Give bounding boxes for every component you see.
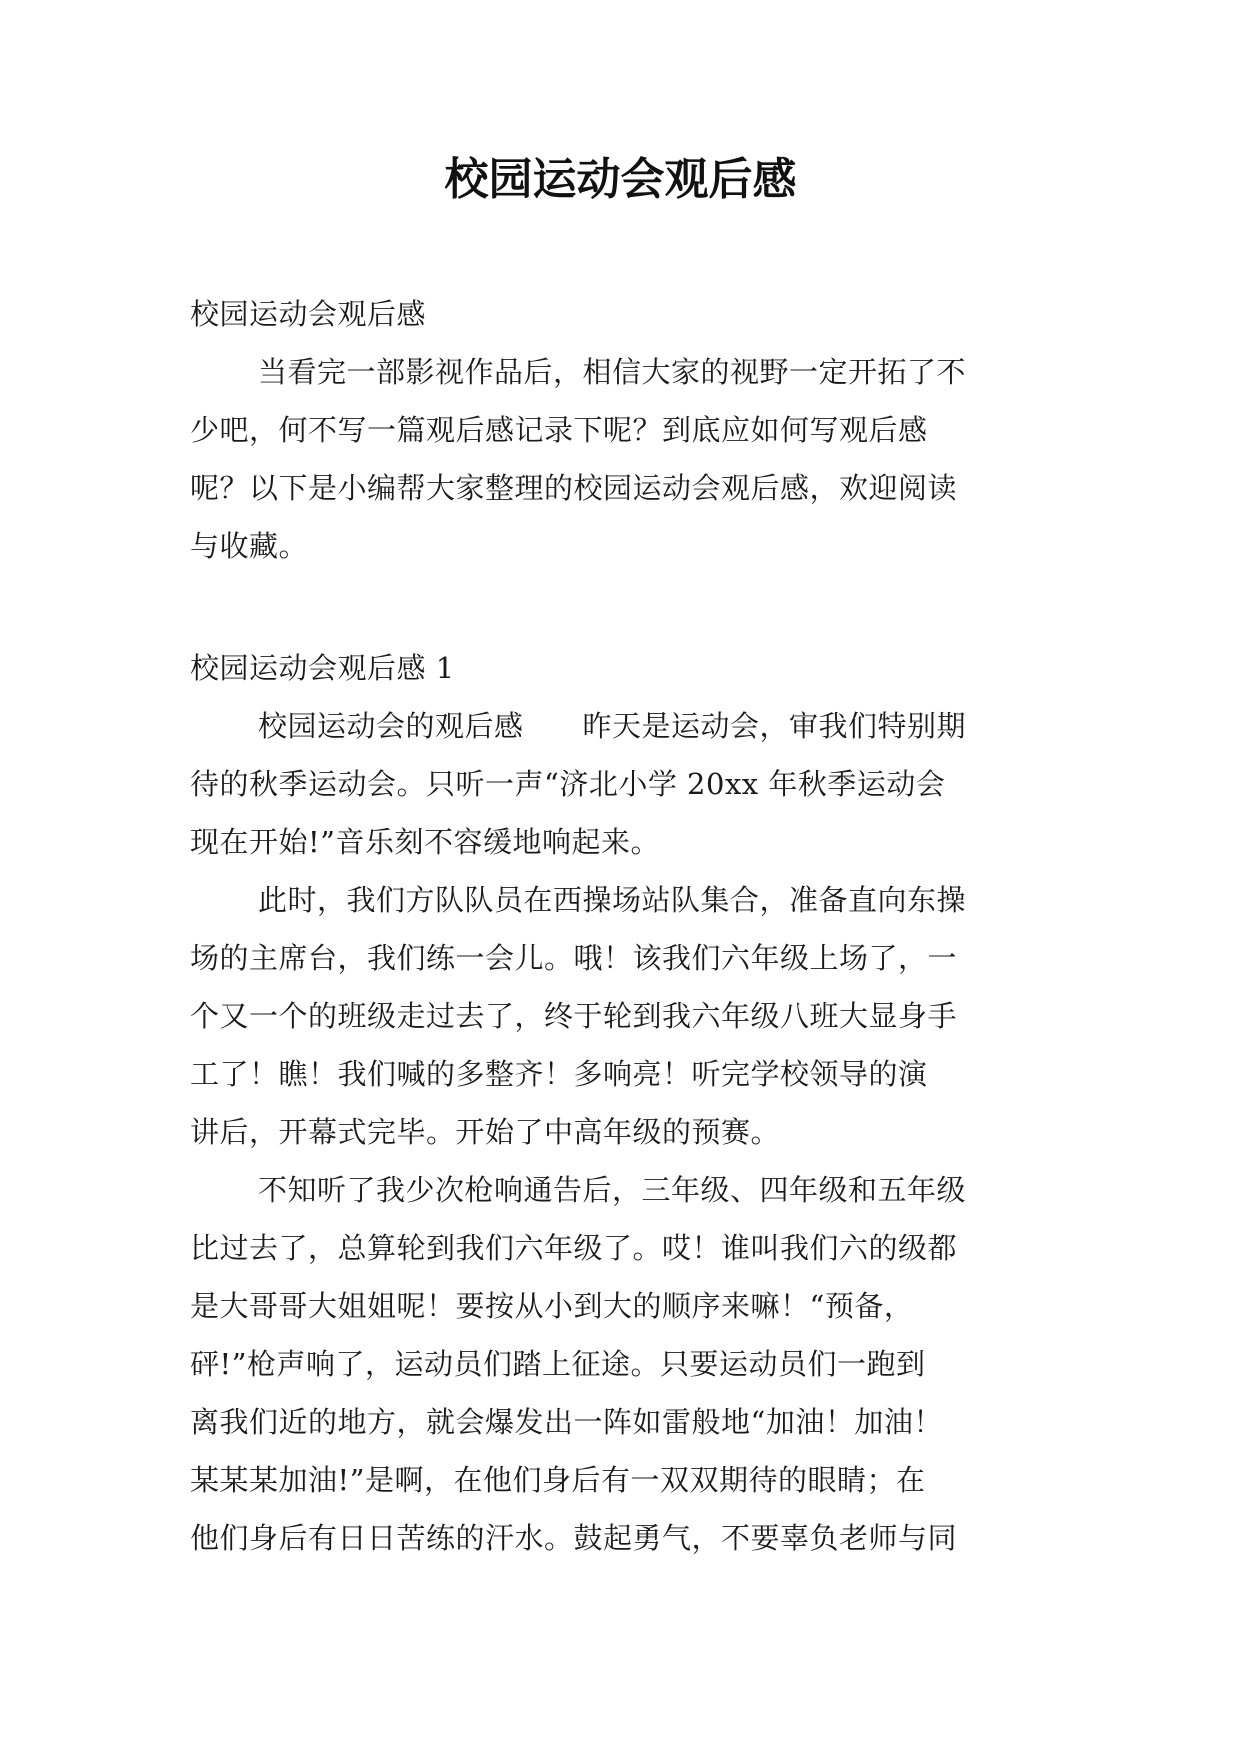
paragraph xyxy=(190,871,1050,1161)
section-heading: 校园运动会观后感 1 xyxy=(190,651,455,685)
document-subtitle: 校园运动会观后感 xyxy=(190,297,427,331)
text-line: 他们身后有日日苦练的汗水。鼓起勇气，不要辜负老师与同 xyxy=(190,1521,958,1555)
text-line: 现在开始!”音乐刻不容缓地响起来。 xyxy=(190,825,660,859)
text-line: 是大哥哥大姐姐呢！要按从小到大的顺序来嘛！“预备， xyxy=(190,1289,914,1323)
intro-paragraph xyxy=(190,343,1050,575)
text-line: 比过去了，总算轮到我们六年级了。哎！谁叫我们六的级都 xyxy=(190,1231,958,1265)
text-line: 待的秋季运动会。只听一声“济北小学 20xx 年秋季运动会 xyxy=(190,767,946,801)
text-line: 此时，我们方队队员在西操场站队集合，准备直向东操 xyxy=(258,883,967,917)
text-line: 离我们近的地方，就会爆发出一阵如雷般地“加油！加油！ xyxy=(190,1405,943,1439)
document-body xyxy=(190,285,1050,1567)
paragraph xyxy=(190,697,1050,871)
text-line: 呢？以下是小编帮大家整理的校园运动会观后感，欢迎阅读 xyxy=(190,471,958,505)
text-line: 砰!”枪声响了，运动员们踏上征途。只要运动员们一跑到 xyxy=(190,1347,926,1381)
text-line: 某某某加油!”是啊，在他们身后有一双双期待的眼睛；在 xyxy=(190,1463,926,1497)
paragraph-spacer xyxy=(190,575,1050,639)
document-title: 校园运动会观后感 xyxy=(444,154,797,205)
text-line: 工了！瞧！我们喊的多整齐！多响亮！听完学校领导的演 xyxy=(190,1057,928,1091)
text-line: 个又一个的班级走过去了，终于轮到我六年级八班大显身手 xyxy=(190,999,958,1033)
text-line: 校园运动会的观后感 昨天是运动会，审我们特别期 xyxy=(258,709,967,743)
paragraph xyxy=(190,1161,1050,1567)
text-line: 不知听了我少次枪响通告后，三年级、四年级和五年级 xyxy=(258,1173,967,1207)
text-line: 当看完一部影视作品后，相信大家的视野一定开拓了不 xyxy=(258,355,967,389)
text-line: 场的主席台，我们练一会儿。哦！该我们六年级上场了，一 xyxy=(190,941,958,975)
text-line: 少吧，何不写一篇观后感记录下呢？到底应如何写观后感 xyxy=(190,413,928,447)
text-line: 讲后，开幕式完毕。开始了中高年级的预赛。 xyxy=(190,1115,781,1149)
text-line: 与收藏。 xyxy=(190,529,309,563)
